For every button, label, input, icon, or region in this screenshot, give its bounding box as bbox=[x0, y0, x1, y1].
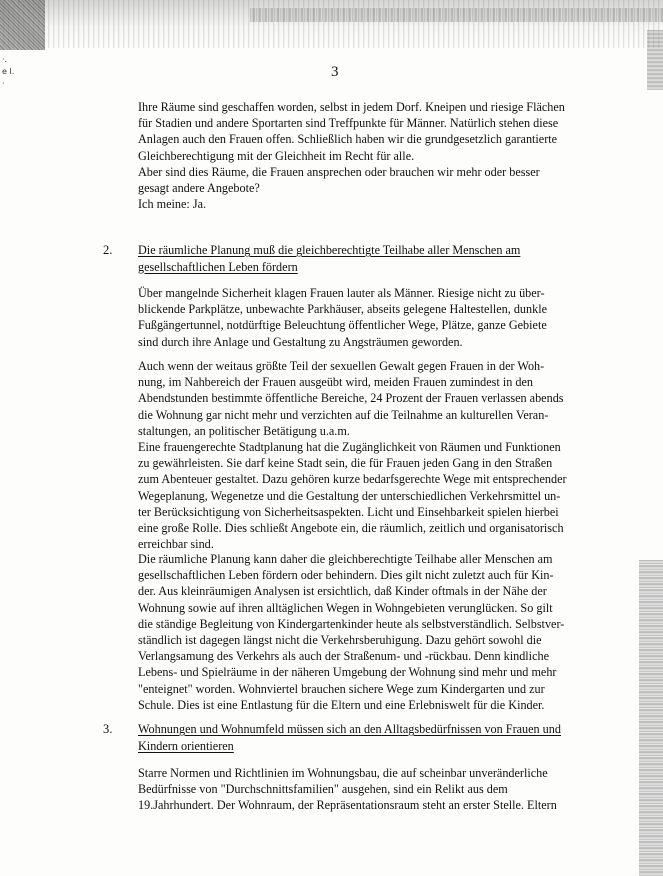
text-line: Ich meine: Ja. bbox=[138, 197, 207, 212]
text-line: erreichbar sind. bbox=[138, 537, 214, 552]
margin-mark: · bbox=[2, 79, 5, 88]
text-line: der. Aus kleinräumigen Analysen ist ersichtlich, daß Kinder oftmals in der Nähe der bbox=[138, 584, 547, 599]
text-line: Eine frauengerechte Stadtplanung hat die Zugänglichkeit von Räumen und Funktionen bbox=[138, 440, 561, 454]
paragraph bbox=[138, 765, 568, 814]
intro-paragraph bbox=[138, 99, 568, 212]
margin-marks bbox=[2, 54, 14, 90]
margin-mark: ·. bbox=[2, 55, 8, 64]
text-line: Gleichberechtigung mit der Gleichheit im Recht für alle. bbox=[138, 148, 415, 163]
text-line: nung, im Nahbereich der Frauen ausgeübt wird, meiden Frauen zumindest in den bbox=[138, 375, 533, 390]
margin-mark: e l. bbox=[2, 67, 15, 76]
heading-line: Kindern orientieren bbox=[138, 738, 234, 753]
paragraph bbox=[138, 358, 568, 439]
scan-noise-right-top bbox=[647, 30, 663, 90]
section-number: 3. bbox=[103, 722, 113, 736]
text-line: staltungen, an politischer Betätigung u.a.m. bbox=[138, 423, 350, 438]
text-line: blickende Parkplätze, unbewachte Parkhäuser, abseits gelegene Haltestellen, dunkle bbox=[138, 302, 547, 317]
text-line: "enteignet" worden. Wohnviertel brauchen sichere Wege zum Kindergarten und zur bbox=[138, 681, 545, 696]
text-line: gesagt andere Angebote? bbox=[138, 180, 260, 195]
text-line: die ständige Begleitung von Kindergartenkinder heute als selbstverständlich. Selbstver- bbox=[138, 616, 565, 631]
text-line: 19.Jahrhundert. Der Wohnraum, der Repräsentationsraum steht an erster Stelle. Eltern bbox=[138, 798, 557, 813]
text-line: Abendstunden bestimmte öffentliche Bereiche, 24 Prozent der Frauen verlassen abends bbox=[138, 391, 564, 406]
text-line: gesellschaftlichen Leben fördern oder behindern. Dies gilt nicht zuletzt auch für Kin- bbox=[138, 568, 554, 583]
text-line: Wohnung sowie auf ihren alltäglichen Wegen in Wohngebieten verunglücken. So gilt bbox=[138, 600, 553, 615]
paragraph bbox=[138, 439, 568, 552]
heading-line: Wohnungen und Wohnumfeld müssen sich an den Alltagsbedürfnissen von Frauen und bbox=[138, 722, 561, 736]
paragraph bbox=[138, 285, 568, 350]
text-line: Lebens- und Spielräume in der näheren Umgebung der Wohnung sind mehr und mehr bbox=[138, 665, 557, 680]
text-line: eine große Rolle. Dies schließt Angebote ein, die räumlich, zeitlich und organisatorisch bbox=[138, 520, 564, 535]
text-line: Anlagen auch den Frauen offen. Schließlich haben wir die grundgesetzlich garantierte bbox=[138, 132, 558, 147]
heading-line: gesellschaftlichen Leben fördern bbox=[138, 259, 298, 274]
text-line: Verlangsamung des Verkehrs als auch der Straßenum- und -rückbau. Denn kindliche bbox=[138, 649, 549, 664]
text-line: für Stadien und andere Sportarten sind Treffpunkte für Männer. Natürlich stehen diese bbox=[138, 116, 559, 131]
paragraph bbox=[138, 551, 568, 713]
text-line: Die räumliche Planung kann daher die gleichberechtigte Teilhabe aller Menschen am bbox=[138, 552, 553, 566]
scan-noise-corner bbox=[0, 0, 45, 50]
scan-noise-right-edge bbox=[639, 560, 663, 876]
heading-line: Die räumliche Planung muß die gleichberechtigte Teilhabe aller Menschen am bbox=[138, 243, 521, 257]
text-line: Über mangelnde Sicherheit klagen Frauen lauter als Männer. Riesige nicht zu über- bbox=[138, 286, 545, 300]
text-line: ständlich ist dagegen längst nicht die Verkehrsberuhigung. Dazu gehört sowohl die bbox=[138, 632, 542, 647]
text-line: sind durch ihre Anlage und Gestaltung zu Angsträumen geworden. bbox=[138, 334, 463, 349]
section-heading bbox=[138, 242, 568, 275]
scan-noise-band bbox=[250, 8, 663, 22]
text-line: Wegeplanung, Wegenetze und die Gestaltung der unterschiedlichen Verkehrsmittel un- bbox=[138, 488, 561, 503]
text-line: Ihre Räume sind geschaffen worden, selbst in jedem Dorf. Kneipen und riesige Flächen bbox=[138, 100, 565, 114]
page-number: 3 bbox=[331, 64, 339, 80]
text-line: Starre Normen und Richtlinien im Wohnungsbau, die auf scheinbar unveränderliche bbox=[138, 766, 548, 780]
text-line: Auch wenn der weitaus größte Teil der sexuellen Gewalt gegen Frauen in der Woh- bbox=[138, 359, 545, 373]
text-line: Aber sind dies Räume, die Frauen ansprechen oder brauchen wir mehr oder besser bbox=[138, 164, 540, 179]
text-line: Schule. Dies ist eine Entlastung für die Eltern und eine Erlebniswelt für die Kinder. bbox=[138, 697, 545, 712]
text-line: die Wohnung gar nicht mehr und verzichten auf die Teilnahme an kulturellen Veran- bbox=[138, 407, 549, 422]
text-line: Bedürfnisse von "Durchschnittsfamilien" ausgehen, sind ein Relikt aus dem bbox=[138, 782, 508, 797]
text-line: zum Abenteuer gestaltet. Dazu gehören kurze bedarfsgerechte Wege mit entsprechender bbox=[138, 472, 567, 487]
text-line: ter Berücksichtigung von Sicherheitsaspekten. Licht und Einsehbarkeit spielen hierbei bbox=[138, 504, 559, 519]
section-heading bbox=[138, 721, 568, 754]
section-number: 2. bbox=[103, 243, 113, 257]
text-line: Fußgängertunnel, notdürftige Beleuchtung öffentlicher Wege, Plätze, ganze Gebiete bbox=[138, 318, 547, 333]
text-line: zu gewährleisten. Sie darf keine Stadt sein, die für Frauen jeden Gang in den Straßen bbox=[138, 456, 553, 471]
